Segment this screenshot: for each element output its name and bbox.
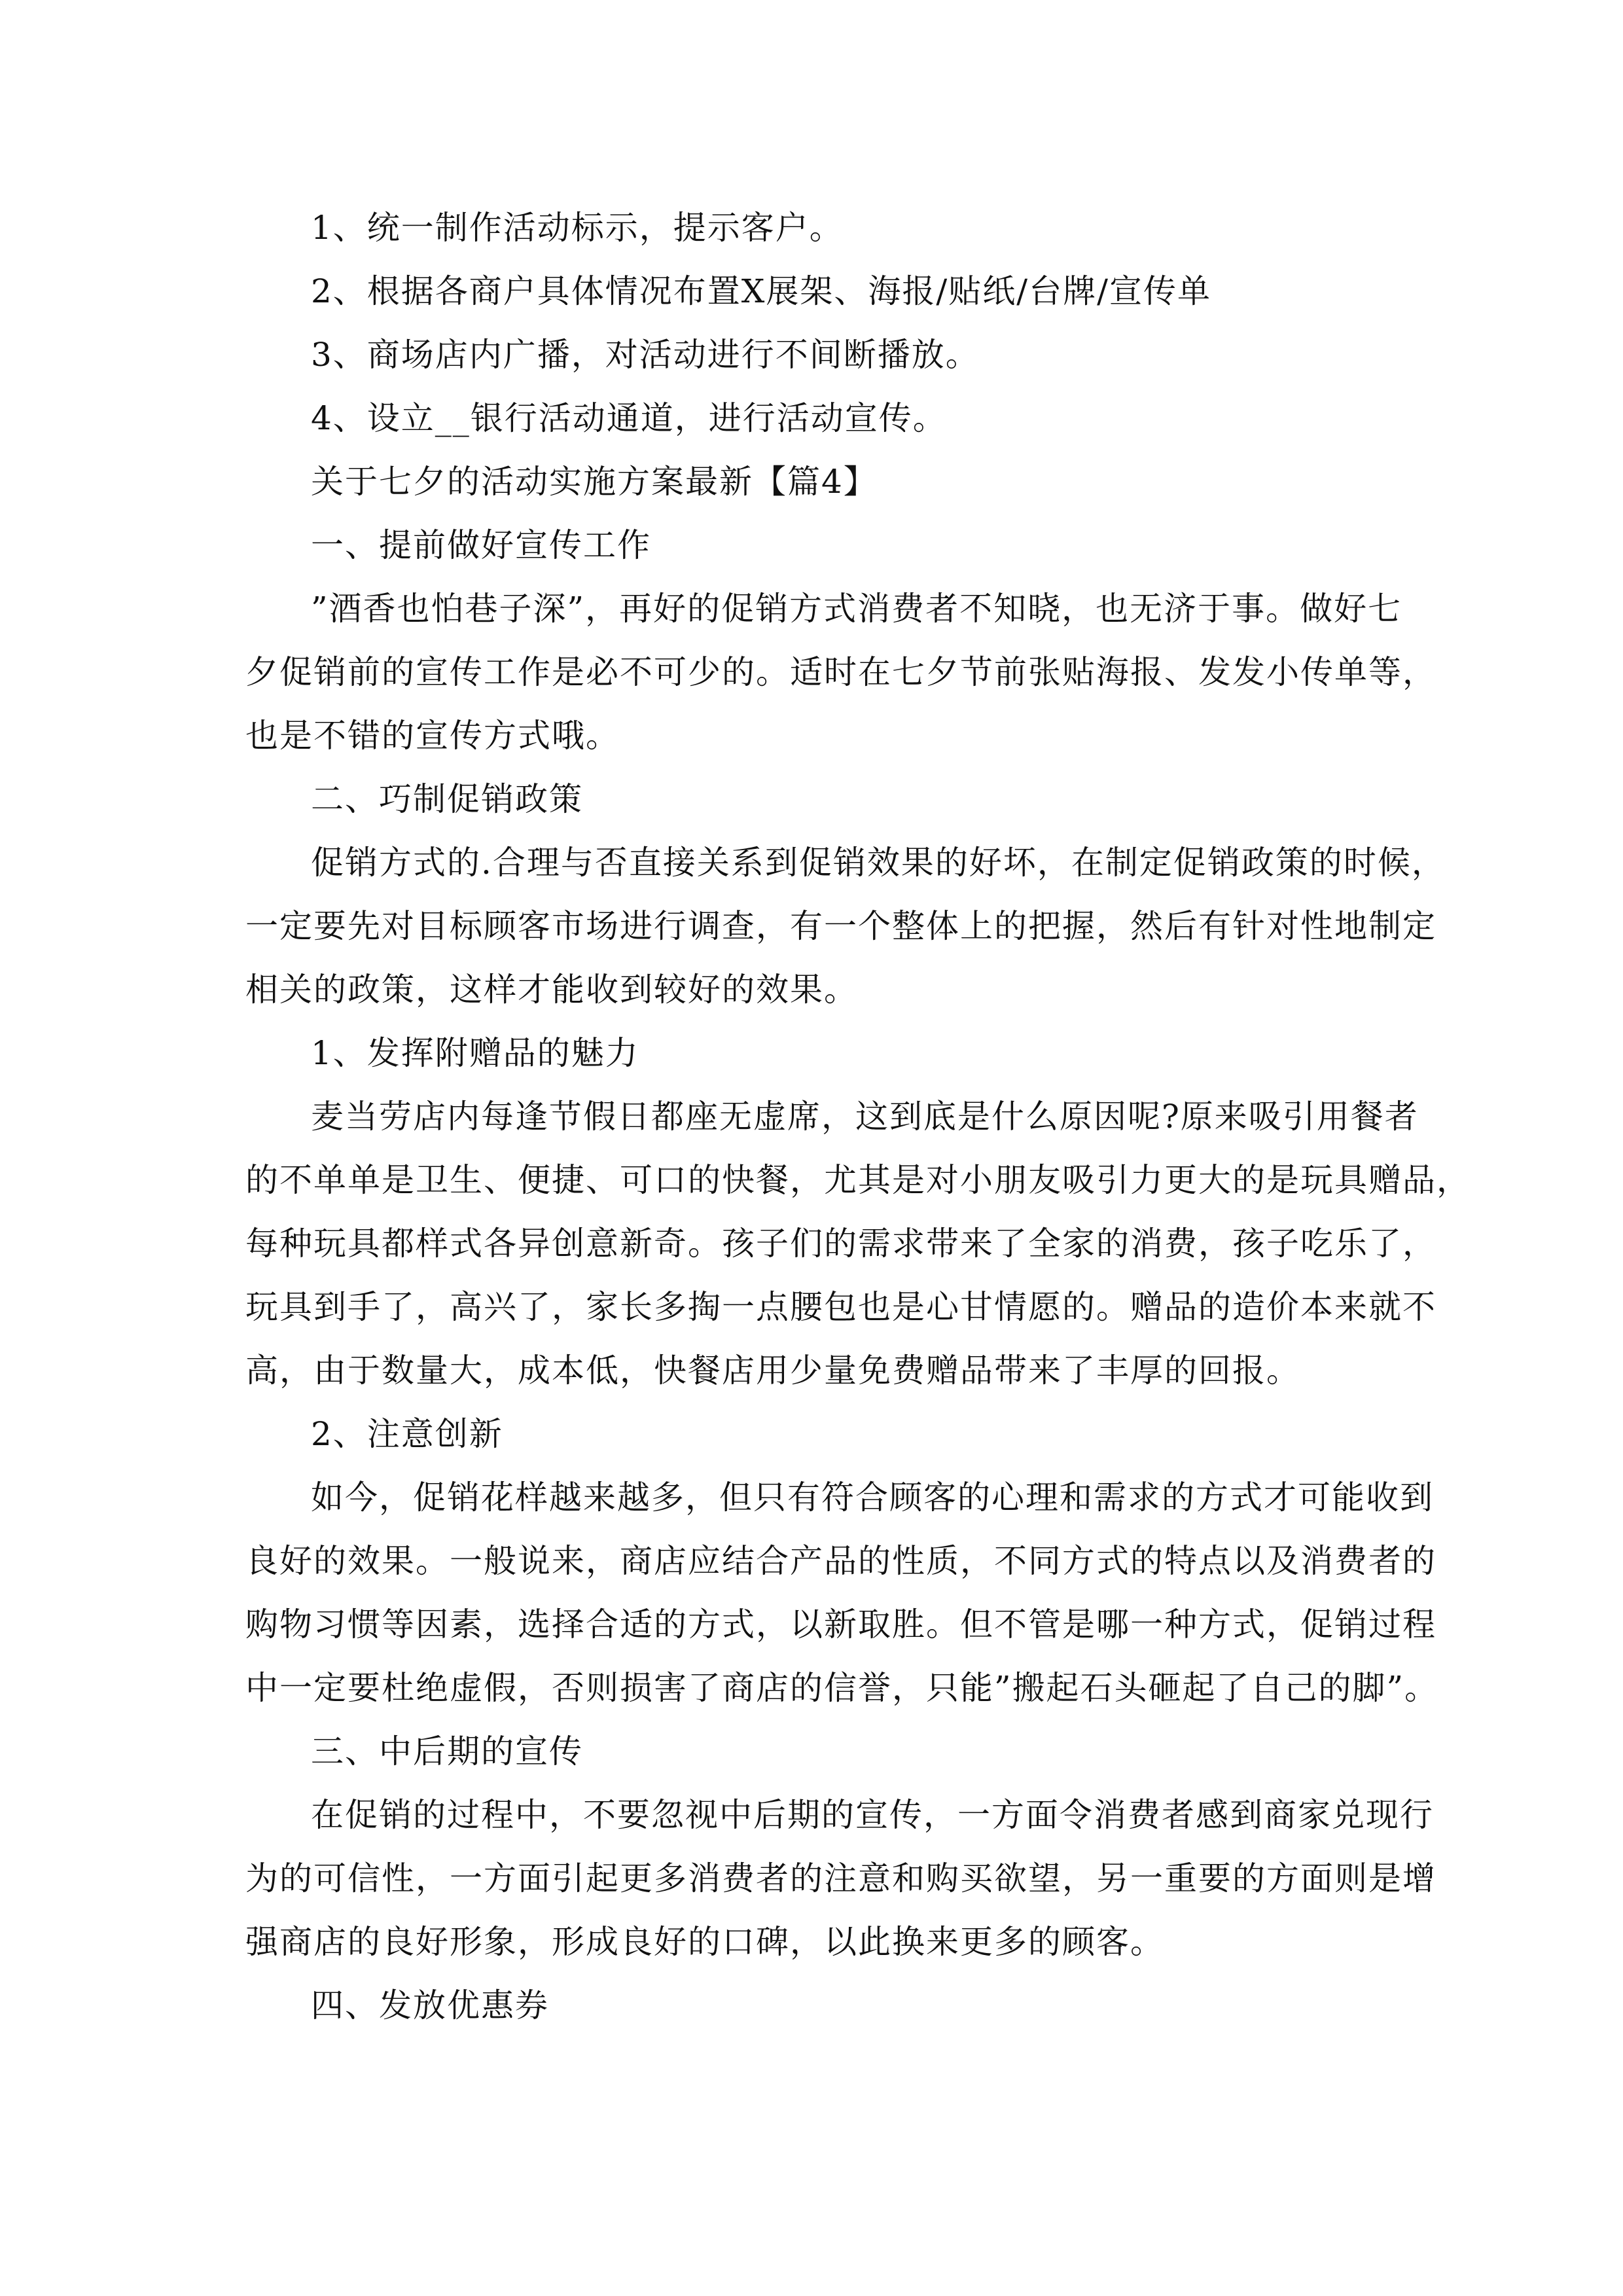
paragraph-line: 高，由于数量大，成本低，快餐店用少量免费赠品带来了丰厚的回报。 (245, 1352, 1300, 1390)
paragraph-line: 中一定要杜绝虚假，否则损害了商店的信誉，只能”搬起石头砸起了自己的脚”。 (245, 1669, 1439, 1707)
paragraph-line: 的不单单是卫生、便捷、可口的快餐，尤其是对小朋友吸引力更大的是玩具赠品， (245, 1161, 1471, 1199)
paragraph-line: 为的可信性，一方面引起更多消费者的注意和购买欲望，另一重要的方面则是增 (245, 1859, 1436, 1897)
paragraph-line: 玩具到手了，高兴了，家长多掏一点腰包也是心甘情愿的。赠品的造价本来就不 (245, 1288, 1436, 1326)
paragraph-line: 也是不错的宣传方式哦。 (245, 717, 620, 755)
paragraph-line: 相关的政策，这样才能收到较好的效果。 (245, 971, 858, 1009)
heading: 1、发挥附赠品的魅力 (311, 1034, 639, 1072)
paragraph-line: 良好的效果。一般说来，商店应结合产品的性质，不同方式的特点以及消费者的 (245, 1542, 1436, 1580)
document-page (245, 196, 1471, 2037)
paragraph-line: 麦当劳店内每逢节假日都座无虚席，这到底是什么原因呢?原来吸引用餐者 (311, 1098, 1419, 1136)
section-title: 关于七夕的活动实施方案最新【篇4】 (311, 463, 878, 501)
heading: 三、中后期的宣传 (311, 1732, 583, 1770)
paragraph-line: 促销方式的.合理与否直接关系到促销效果的好坏，在制定促销政策的时候， (311, 844, 1446, 882)
paragraph-line: 夕促销前的宣传工作是必不可少的。适时在七夕节前张贴海报、发发小传单等， (245, 653, 1436, 691)
heading: 一、提前做好宣传工作 (311, 526, 651, 564)
text-line: 4、设立__银行活动通道，进行活动宣传。 (311, 399, 947, 437)
text-line: 3、商场店内广播，对活动进行不间断播放。 (311, 336, 980, 374)
text-line: 2、根据各商户具体情况布置X展架、海报/贴纸/台牌/宣传单 (311, 272, 1211, 310)
heading: 2、注意创新 (311, 1415, 503, 1453)
paragraph-line: ”酒香也怕巷子深”，再好的促销方式消费者不知晓，也无济于事。做好七 (311, 590, 1402, 628)
paragraph-line: 每种玩具都样式各异创意新奇。孩子们的需求带来了全家的消费，孩子吃乐了， (245, 1225, 1436, 1263)
paragraph-line: 购物习惯等因素，选择合适的方式，以新取胜。但不管是哪一种方式，促销过程 (245, 1605, 1436, 1643)
paragraph-line: 一定要先对目标顾客市场进行调查，有一个整体上的把握，然后有针对性地制定 (245, 907, 1436, 945)
paragraph-line: 在促销的过程中，不要忽视中后期的宣传，一方面令消费者感到商家兑现行 (311, 1796, 1434, 1834)
heading: 四、发放优惠券 (311, 1986, 549, 2024)
paragraph-line: 强商店的良好形象，形成良好的口碑，以此换来更多的顾客。 (245, 1923, 1164, 1961)
text-line: 1、统一制作活动标示，提示客户。 (311, 209, 844, 247)
heading: 二、巧制促销政策 (311, 780, 583, 818)
paragraph-line: 如今，促销花样越来越多，但只有符合顾客的心理和需求的方式才可能收到 (311, 1479, 1434, 1516)
